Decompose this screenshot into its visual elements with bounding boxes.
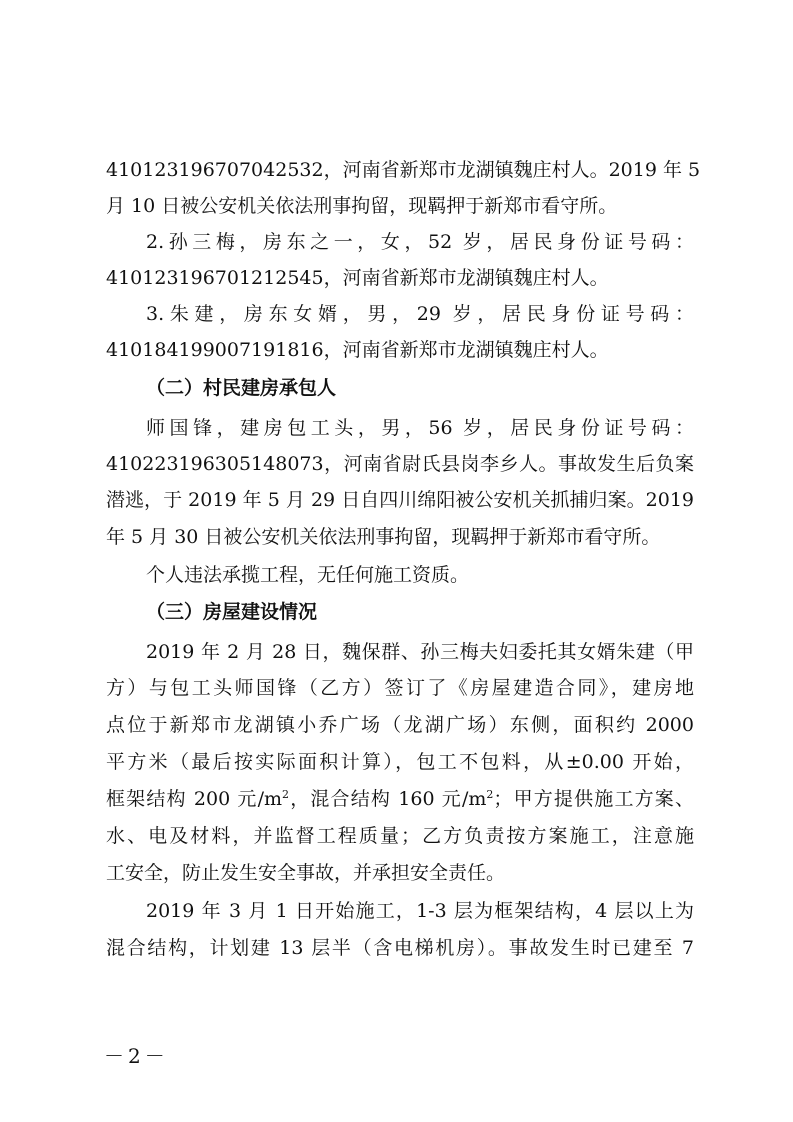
text-line: 年 5 月 30 日被公安机关依法刑事拘留，现羁押于新郑市看守所。 [106,526,661,548]
text-line: 410123196701212545，河南省新郑市龙湖镇魏庄村人。 [106,267,609,289]
text-line: 潜逃，于 2019 年 5 月 29 日自四川绵阳被公安机关抓捕归案。2019 [106,489,694,511]
text-line: 方）与包工头师国锋（乙方）签订了《房屋建造合同》，建房地 [106,677,694,699]
text-line: 410223196305148073，河南省尉氏县岗李乡人。事故发生后负案 [106,453,694,475]
text-line: 月 10 日被公安机关依法刑事拘留，现羁押于新郑市看守所。 [106,195,618,217]
text-line: 师国锋，建房包工头，男，56 岁，居民身份证号码： [146,417,694,439]
text-line: 2019 年 2 月 28 日，魏保群、孙三梅夫妇委托其女婿朱建（甲 [146,641,694,663]
text-line: 混合结构，计划建 13 层半（含电梯机房）。事故发生时已建至 7 [106,937,694,959]
text-line: 个人违法承揽工程，无任何施工资质。 [146,564,470,586]
square-unit-superscript: 2 [282,788,290,801]
text-line: 2.孙三梅，房东之一，女，52 岁，居民身份证号码： [146,231,694,253]
text-line: 平方米（最后按实际面积计算），包工不包料，从±0.00 开始， [106,751,694,773]
text-line: 3.朱建，房东女婿，男，29 岁，居民身份证号码： [146,303,694,325]
text-line: 410184199007191816，河南省新郑市龙湖镇魏庄村人。 [106,339,609,361]
text-line: 410123196707042532，河南省新郑市龙湖镇魏庄村人。2019 年 5 [106,159,701,181]
text-line: 2019 年 3 月 1 日开始施工，1-3 层为框架结构，4 层以上为 [146,900,694,922]
section-heading: （二）村民建房承包人 [146,377,337,399]
text-line: 水、电及材料，并监督工程质量；乙方负责按方案施工，注意施 [106,825,694,847]
page-number: －2－ [104,1044,169,1068]
text-line: 点位于新郑市龙湖镇小乔广场（龙湖广场）东侧，面积约 2000 [106,714,694,736]
text-line: 工安全，防止发生安全事故，并承担安全责任。 [106,862,506,884]
square-unit-superscript: 2 [486,788,494,801]
text-line: 框架结构 200 元$/m^2$，混合结构 160 元$/m^2$；甲方提供施工方案、 [106,788,694,810]
section-heading: （三）房屋建设情况 [146,601,318,623]
